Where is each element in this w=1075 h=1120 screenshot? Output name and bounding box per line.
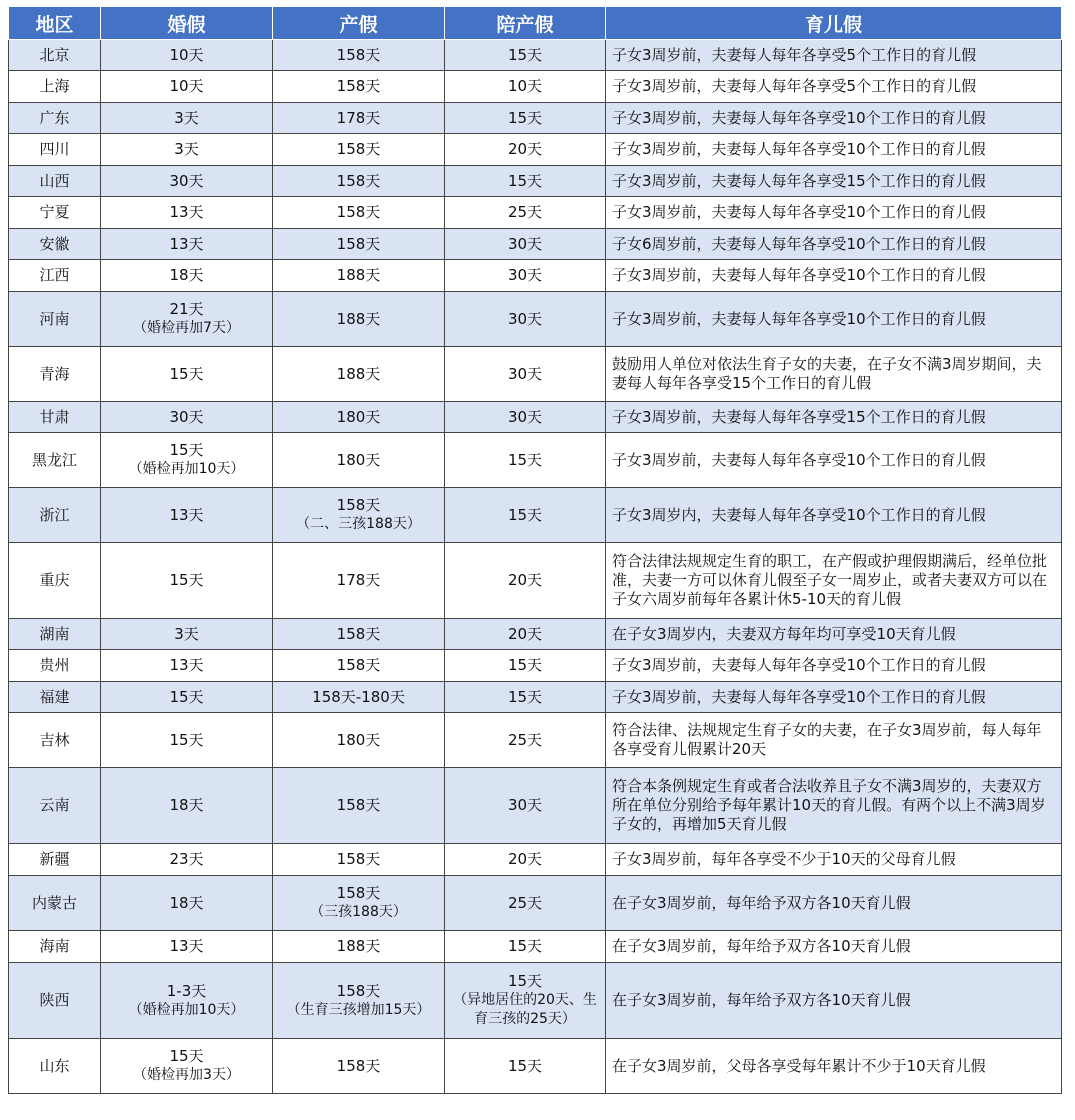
parental-leave-cell-value: 鼓励用人单位对依法生育子女的夫妻，在子女不满3周岁期间，夫妻每人每年各享受15个工作日的育儿假 — [612, 355, 1042, 392]
region-cell-value: 浙江 — [39, 505, 70, 524]
marriage-leave-cell — [101, 260, 273, 292]
region-cell — [9, 402, 101, 433]
marriage-leave-cell — [101, 619, 273, 650]
region-cell — [9, 963, 101, 1039]
leave-policy-table — [8, 6, 1062, 1094]
marriage-leave-cell — [101, 71, 273, 103]
paternity-leave-cell-value: 30天 — [507, 796, 543, 814]
region-cell — [9, 876, 101, 931]
maternity-leave-cell — [273, 844, 445, 876]
paternity-leave-cell-value: 15天 — [507, 108, 543, 127]
marriage-leave-cell-value: 15天 — [169, 687, 204, 706]
table-row — [9, 650, 1062, 682]
paternity-leave-cell-value: 20天 — [507, 624, 543, 643]
maternity-leave-cell-value: 158天 — [336, 77, 381, 95]
parental-leave-cell-value: 在子女3周岁前，父母各享受每年累计不少于10天育儿假 — [612, 1056, 986, 1075]
paternity-leave-cell-value: 10天 — [507, 77, 543, 95]
paternity-leave-cell — [445, 197, 606, 229]
paternity-leave-cell-value: 15天 — [507, 505, 543, 524]
table-row — [9, 402, 1062, 433]
parental-leave-cell — [606, 844, 1062, 876]
table-row — [9, 963, 1062, 1039]
paternity-leave-cell-value: 30天 — [507, 364, 543, 383]
parental-leave-cell — [606, 682, 1062, 713]
marriage-leave-cell-value: 30天 — [169, 407, 204, 426]
maternity-leave-cell-note: （生育三孩增加15天） — [286, 1001, 431, 1018]
maternity-leave-cell — [273, 768, 445, 844]
maternity-leave-cell — [273, 134, 445, 166]
paternity-leave-cell — [445, 347, 606, 402]
parental-leave-cell — [606, 433, 1062, 488]
maternity-leave-cell-value: 188天 — [336, 937, 381, 955]
table-row — [9, 682, 1062, 713]
header-marriage-leave: 婚假 — [101, 7, 273, 40]
paternity-leave-cell — [445, 931, 606, 963]
paternity-leave-cell-value: 25天 — [507, 730, 543, 749]
region-cell-value: 北京 — [39, 45, 70, 64]
parental-leave-cell — [606, 488, 1062, 543]
table-row — [9, 347, 1062, 402]
parental-leave-cell-value: 在子女3周岁前，每年给予双方各10天育儿假 — [612, 991, 911, 1009]
paternity-leave-cell — [445, 260, 606, 292]
parental-leave-cell-value: 在子女3周岁前，每年给予双方各10天育儿假 — [612, 893, 911, 912]
marriage-leave-cell — [101, 876, 273, 931]
region-cell — [9, 229, 101, 260]
marriage-leave-cell — [101, 713, 273, 768]
region-cell-value: 陕西 — [39, 991, 70, 1009]
maternity-leave-cell — [273, 1039, 445, 1094]
marriage-leave-cell — [101, 931, 273, 963]
region-cell-value: 宁夏 — [39, 203, 70, 221]
maternity-leave-cell-value: 158天 — [336, 624, 381, 643]
parental-leave-cell — [606, 619, 1062, 650]
parental-leave-cell-value: 子女3周岁前，夫妻每人每年各享受10个工作日的育儿假 — [612, 140, 986, 158]
region-cell-value: 安徽 — [39, 234, 70, 253]
marriage-leave-cell — [101, 1039, 273, 1094]
maternity-leave-cell-value: 158天 — [336, 656, 381, 674]
parental-leave-cell — [606, 103, 1062, 134]
maternity-leave-cell — [273, 931, 445, 963]
parental-leave-cell — [606, 713, 1062, 768]
marriage-leave-cell-value: 15天 — [169, 364, 204, 383]
parental-leave-cell — [606, 71, 1062, 103]
maternity-leave-cell — [273, 402, 445, 433]
table-row — [9, 931, 1062, 963]
region-cell-value: 河南 — [39, 309, 70, 328]
paternity-leave-cell — [445, 844, 606, 876]
region-cell — [9, 71, 101, 103]
region-cell — [9, 103, 101, 134]
paternity-leave-cell-value: 30天 — [507, 266, 543, 284]
parental-leave-cell-value: 子女3周岁前，夫妻每人每年各享受10个工作日的育儿假 — [612, 108, 986, 127]
paternity-leave-cell-value: 15天 — [507, 656, 543, 674]
maternity-leave-cell-value: 158天 — [336, 45, 381, 64]
table-row — [9, 1039, 1062, 1094]
maternity-leave-cell-value: 188天 — [336, 266, 381, 284]
maternity-leave-cell-value: 158天 — [336, 884, 381, 902]
region-cell — [9, 682, 101, 713]
maternity-leave-cell-value: 180天 — [336, 407, 381, 426]
marriage-leave-cell-value: 18天 — [169, 796, 204, 814]
region-cell-value: 新疆 — [39, 850, 70, 868]
marriage-leave-cell-note: （婚检再加3天） — [133, 1067, 240, 1083]
table-row — [9, 260, 1062, 292]
paternity-leave-cell — [445, 543, 606, 619]
header-maternity-leave: 产假 — [273, 7, 445, 40]
paternity-leave-cell-value: 15天 — [507, 1056, 543, 1075]
region-cell-value: 上海 — [39, 77, 70, 95]
region-cell — [9, 650, 101, 682]
region-cell — [9, 488, 101, 543]
region-cell — [9, 40, 101, 71]
region-cell — [9, 347, 101, 402]
maternity-leave-cell-value: 158天 — [336, 496, 381, 514]
marriage-leave-cell — [101, 433, 273, 488]
maternity-leave-cell — [273, 876, 445, 931]
table-row — [9, 134, 1062, 166]
paternity-leave-cell-value: 15天 — [507, 450, 543, 469]
paternity-leave-cell-value: 20天 — [507, 140, 543, 158]
maternity-leave-cell — [273, 543, 445, 619]
parental-leave-cell-value: 子女3周岁前，夫妻每人每年各享受10个工作日的育儿假 — [612, 450, 986, 469]
maternity-leave-cell — [273, 650, 445, 682]
parental-leave-cell — [606, 1039, 1062, 1094]
paternity-leave-cell-note: （异地居住的20天、生育三孩的25天） — [453, 992, 597, 1027]
maternity-leave-cell-value: 158天 — [336, 796, 381, 814]
marriage-leave-cell — [101, 963, 273, 1039]
marriage-leave-cell-value: 30天 — [169, 171, 204, 190]
paternity-leave-cell — [445, 292, 606, 347]
parental-leave-cell — [606, 402, 1062, 433]
header-parental-leave: 育儿假 — [606, 7, 1062, 40]
parental-leave-cell-value: 子女3周岁前，夫妻每人每年各享受5个工作日的育儿假 — [612, 45, 977, 64]
paternity-leave-cell-value: 20天 — [507, 850, 543, 868]
maternity-leave-cell — [273, 260, 445, 292]
parental-leave-cell — [606, 292, 1062, 347]
region-cell — [9, 260, 101, 292]
parental-leave-cell — [606, 650, 1062, 682]
paternity-leave-cell-value: 30天 — [507, 234, 543, 253]
maternity-leave-cell — [273, 103, 445, 134]
maternity-leave-cell — [273, 619, 445, 650]
parental-leave-cell-value: 在子女3周岁内，夫妻双方每年均可享受10天育儿假 — [612, 624, 956, 643]
maternity-leave-cell — [273, 713, 445, 768]
maternity-leave-cell — [273, 433, 445, 488]
paternity-leave-cell-value: 30天 — [507, 309, 543, 328]
paternity-leave-cell — [445, 963, 606, 1039]
marriage-leave-cell-value: 3天 — [174, 624, 199, 643]
paternity-leave-cell — [445, 768, 606, 844]
parental-leave-cell-value: 子女3周岁前，夫妻每人每年各享受15个工作日的育儿假 — [612, 407, 986, 426]
region-cell-value: 贵州 — [39, 656, 70, 674]
paternity-leave-cell-value: 15天 — [507, 937, 543, 955]
region-cell-value: 重庆 — [39, 571, 70, 589]
parental-leave-cell — [606, 134, 1062, 166]
region-cell — [9, 931, 101, 963]
marriage-leave-cell-note: （婚检再加7天） — [133, 320, 240, 336]
table-row — [9, 433, 1062, 488]
marriage-leave-cell — [101, 768, 273, 844]
paternity-leave-cell-value: 25天 — [507, 893, 543, 912]
paternity-leave-cell-value: 15天 — [507, 171, 543, 190]
marriage-leave-cell-value: 10天 — [169, 45, 204, 64]
region-cell-value: 湖南 — [39, 624, 70, 643]
paternity-leave-cell-value: 15天 — [507, 687, 543, 706]
marriage-leave-cell-value: 15天 — [169, 730, 204, 749]
parental-leave-cell-value: 子女3周岁前，夫妻每人每年各享受15个工作日的育儿假 — [612, 171, 986, 190]
paternity-leave-cell — [445, 402, 606, 433]
marriage-leave-cell-note: （婚检再加10天） — [128, 461, 245, 477]
region-cell-value: 广东 — [39, 108, 70, 127]
marriage-leave-cell — [101, 103, 273, 134]
marriage-leave-cell — [101, 347, 273, 402]
table-row — [9, 229, 1062, 260]
table-row — [9, 71, 1062, 103]
marriage-leave-cell-value: 21天 — [169, 300, 204, 318]
marriage-leave-cell-value: 18天 — [169, 893, 204, 912]
parental-leave-cell — [606, 166, 1062, 197]
marriage-leave-cell-value: 13天 — [169, 656, 204, 674]
parental-leave-cell-value: 子女3周岁前，夫妻每人每年各享受10个工作日的育儿假 — [612, 309, 986, 328]
table-row — [9, 197, 1062, 229]
paternity-leave-cell — [445, 166, 606, 197]
maternity-leave-cell-value: 158天 — [336, 171, 381, 190]
maternity-leave-cell-value: 158天 — [336, 981, 381, 1000]
marriage-leave-cell — [101, 292, 273, 347]
paternity-leave-cell-value: 30天 — [507, 407, 543, 426]
table-row — [9, 876, 1062, 931]
maternity-leave-cell-value: 158天 — [336, 850, 381, 868]
parental-leave-cell — [606, 876, 1062, 931]
parental-leave-cell-value: 子女3周岁前，夫妻每人每年各享受10个工作日的育儿假 — [612, 687, 986, 706]
table-row — [9, 713, 1062, 768]
maternity-leave-cell — [273, 488, 445, 543]
marriage-leave-cell-value: 23天 — [169, 850, 204, 868]
region-cell — [9, 166, 101, 197]
leave-policy-table-container — [8, 6, 1061, 1094]
table-row — [9, 619, 1062, 650]
header-paternity-leave: 陪产假 — [445, 7, 606, 40]
marriage-leave-cell-value: 13天 — [169, 234, 204, 253]
parental-leave-cell — [606, 931, 1062, 963]
parental-leave-cell-value: 子女3周岁前，夫妻每人每年各享受10个工作日的育儿假 — [612, 203, 986, 221]
region-cell-value: 山东 — [39, 1056, 70, 1075]
paternity-leave-cell — [445, 134, 606, 166]
parental-leave-cell — [606, 347, 1062, 402]
maternity-leave-cell-value: 158天 — [336, 140, 381, 158]
paternity-leave-cell — [445, 103, 606, 134]
region-cell-value: 甘肃 — [39, 407, 70, 426]
table-body — [9, 40, 1062, 1094]
region-cell — [9, 433, 101, 488]
parental-leave-cell-value: 在子女3周岁前，每年给予双方各10天育儿假 — [612, 937, 911, 955]
table-row — [9, 166, 1062, 197]
marriage-leave-cell — [101, 402, 273, 433]
region-cell-value: 吉林 — [39, 730, 70, 749]
paternity-leave-cell — [445, 682, 606, 713]
maternity-leave-cell-value: 158天 — [336, 203, 381, 221]
paternity-leave-cell — [445, 650, 606, 682]
paternity-leave-cell — [445, 713, 606, 768]
region-cell-value: 青海 — [39, 364, 70, 383]
region-cell-value: 云南 — [39, 796, 70, 814]
parental-leave-cell — [606, 260, 1062, 292]
maternity-leave-cell — [273, 229, 445, 260]
maternity-leave-cell — [273, 963, 445, 1039]
region-cell-value: 黑龙江 — [31, 450, 77, 469]
parental-leave-cell-value: 子女3周岁前，每年各享受不少于10天的父母育儿假 — [612, 850, 956, 868]
region-cell — [9, 134, 101, 166]
region-cell — [9, 1039, 101, 1094]
marriage-leave-cell-value: 13天 — [169, 203, 204, 221]
marriage-leave-cell-value: 13天 — [169, 505, 204, 524]
region-cell-value: 江西 — [39, 266, 70, 284]
marriage-leave-cell — [101, 844, 273, 876]
maternity-leave-cell-value: 158天 — [336, 1056, 381, 1075]
marriage-leave-cell — [101, 543, 273, 619]
marriage-leave-cell-value: 15天 — [169, 571, 204, 589]
maternity-leave-cell-value: 178天 — [336, 571, 381, 589]
marriage-leave-cell — [101, 40, 273, 71]
paternity-leave-cell-value: 15天 — [507, 45, 543, 64]
parental-leave-cell — [606, 543, 1062, 619]
paternity-leave-cell — [445, 876, 606, 931]
header-row — [9, 7, 1062, 40]
region-cell — [9, 543, 101, 619]
parental-leave-cell-value: 符合法律、法规规定生育子女的夫妻，在子女3周岁前，每人每年各享受育儿假累计20天 — [612, 721, 1042, 758]
parental-leave-cell-value: 子女3周岁前，夫妻每人每年各享受5个工作日的育儿假 — [612, 77, 977, 95]
parental-leave-cell-value: 子女3周岁内，夫妻每人每年各享受10个工作日的育儿假 — [612, 505, 986, 524]
region-cell-value: 海南 — [39, 937, 70, 955]
marriage-leave-cell — [101, 682, 273, 713]
paternity-leave-cell-value: 25天 — [507, 203, 543, 221]
paternity-leave-cell — [445, 433, 606, 488]
maternity-leave-cell-note: （二、三孩188天） — [296, 516, 421, 532]
maternity-leave-cell — [273, 682, 445, 713]
marriage-leave-cell — [101, 134, 273, 166]
parental-leave-cell-value: 子女3周岁前，夫妻每人每年各享受10个工作日的育儿假 — [612, 656, 986, 674]
paternity-leave-cell-value: 15天 — [507, 972, 543, 990]
maternity-leave-cell — [273, 197, 445, 229]
region-cell — [9, 197, 101, 229]
maternity-leave-cell — [273, 347, 445, 402]
region-cell — [9, 713, 101, 768]
maternity-leave-cell-value: 188天 — [336, 364, 381, 383]
parental-leave-cell — [606, 768, 1062, 844]
table-row — [9, 488, 1062, 543]
marriage-leave-cell-value: 13天 — [169, 937, 204, 955]
table-row — [9, 103, 1062, 134]
paternity-leave-cell — [445, 71, 606, 103]
marriage-leave-cell — [101, 650, 273, 682]
marriage-leave-cell-value: 10天 — [169, 77, 204, 95]
marriage-leave-cell-note: （婚检再加10天） — [128, 1001, 245, 1018]
maternity-leave-cell-value: 188天 — [336, 309, 381, 328]
maternity-leave-cell-value: 158天 — [336, 234, 381, 253]
maternity-leave-cell — [273, 166, 445, 197]
parental-leave-cell-value: 符合法律法规规定生育的职工，在产假或护理假期满后，经单位批准，夫妻一方可以休育儿假至子女一周岁止，或者夫妻双方可以在子女六周岁前每年各累计休5-10天的育儿假 — [612, 552, 1048, 608]
parental-leave-cell-value: 符合本条例规定生育或者合法收养且子女不满3周岁的，夫妻双方所在单位分别给予每年累计10天的育儿假。有两个以上不满3周岁子女的，再增加5天育儿假 — [612, 777, 1046, 833]
marriage-leave-cell-value: 1-3天 — [166, 981, 207, 1000]
maternity-leave-cell-value: 178天 — [336, 108, 381, 127]
parental-leave-cell — [606, 229, 1062, 260]
maternity-leave-cell — [273, 71, 445, 103]
region-cell-value: 四川 — [39, 140, 70, 158]
maternity-leave-cell — [273, 292, 445, 347]
maternity-leave-cell-note: （三孩188天） — [310, 904, 407, 920]
marriage-leave-cell — [101, 229, 273, 260]
table-row — [9, 768, 1062, 844]
region-cell-value: 福建 — [39, 687, 70, 706]
header-region: 地区 — [9, 7, 101, 40]
table-row — [9, 844, 1062, 876]
marriage-leave-cell — [101, 488, 273, 543]
paternity-leave-cell-value: 20天 — [507, 571, 543, 589]
maternity-leave-cell-value: 180天 — [336, 450, 381, 469]
marriage-leave-cell-value: 18天 — [169, 266, 204, 284]
marriage-leave-cell-value: 3天 — [174, 108, 199, 127]
marriage-leave-cell — [101, 197, 273, 229]
paternity-leave-cell — [445, 619, 606, 650]
region-cell-value: 内蒙古 — [31, 893, 77, 912]
parental-leave-cell — [606, 963, 1062, 1039]
region-cell — [9, 619, 101, 650]
marriage-leave-cell — [101, 166, 273, 197]
region-cell — [9, 768, 101, 844]
paternity-leave-cell — [445, 40, 606, 71]
paternity-leave-cell — [445, 1039, 606, 1094]
paternity-leave-cell — [445, 488, 606, 543]
parental-leave-cell — [606, 197, 1062, 229]
region-cell — [9, 844, 101, 876]
parental-leave-cell — [606, 40, 1062, 71]
region-cell — [9, 292, 101, 347]
table-row — [9, 292, 1062, 347]
marriage-leave-cell-value: 15天 — [169, 441, 204, 459]
maternity-leave-cell-value: 180天 — [336, 730, 381, 749]
parental-leave-cell-value: 子女3周岁前，夫妻每人每年各享受10个工作日的育儿假 — [612, 266, 986, 284]
region-cell-value: 山西 — [39, 171, 70, 190]
paternity-leave-cell — [445, 229, 606, 260]
parental-leave-cell-value: 子女6周岁前，夫妻每人每年各享受10个工作日的育儿假 — [612, 234, 986, 253]
marriage-leave-cell-value: 15天 — [169, 1047, 204, 1065]
marriage-leave-cell-value: 3天 — [174, 140, 199, 158]
table-row — [9, 543, 1062, 619]
table-row — [9, 40, 1062, 71]
maternity-leave-cell — [273, 40, 445, 71]
maternity-leave-cell-value: 158天-180天 — [312, 687, 405, 706]
